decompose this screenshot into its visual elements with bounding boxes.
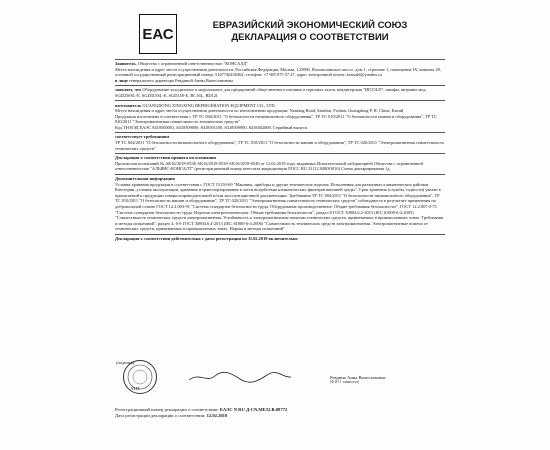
applicant-address: Место нахождения и адрес места осуществления деятельности: Российская Федерация, Москва, 125080, Волоколамское шоссе, дом 1, строение 1, помещение IX, комната 28, основной государственный регистрационный номер: 5167746430462, телефон: +7 985 875 57 47, адрес электронной почты: konsald@yandex.ru bbox=[115, 66, 441, 78]
applicant-person: генерального директора Ревдиной Анны Вячеславовны bbox=[129, 77, 233, 83]
requirements-section bbox=[115, 134, 445, 151]
signer-block bbox=[330, 375, 386, 384]
extra-text: Условия хранения продукции в соответствии с ГОСТ 15150-69 "Машины, приборы и другие технические изделия. Исполнения для различных климатических районов. Категории, условия эксплуатации, хранения и транспортирования в части воздействия климатических факторов внешней среды". Срок хранения (службы, годности) указан в прилагаемой к продукции товаросопроводительной и/или эксплуатационной документации. Требования ТР ТС 004/2011 "О безопасности низковольтного оборудования", ТР ТС 010/2011 "О безопасности машин и оборудования", ТР ТС 020/2011 "Электромагнитная совместимость технических средств" соблюдаются в результате применения на добровольной основе ГОСТ 12.2.003-91 "Система стандартов безопасности труда. Оборудование производственное. Общие требования безопасности", ГОСТ 12.2.007.0-75 "Система стандартов безопасности труда. Изделия электротехнические. Общие требования безопасности", раздел 8 ГОСТ 30804.6.2-2013 (IEC 61000-6-2:2005) "Совместимость технических средств электромагнитная. Устойчивость к электромагнитным помехам технических средств, применяемых в промышленных зонах. Требования и методы испытаний", раздел 4, 6-9 ГОСТ 30804.6.4-2013 (IEC 61000-6-4:2006) "Совместимость технических средств электромагнитная. Электромагнитные помехи от технических средств, применяемых в промышленных зонах. Нормы и методы испытаний" bbox=[115, 181, 444, 232]
divider bbox=[115, 100, 445, 101]
person-label: в лице bbox=[115, 77, 128, 83]
divider bbox=[115, 174, 445, 175]
validity-text: Декларация о соответствии действительна с даты регистрации по 11.02.2019 включительно bbox=[115, 235, 298, 241]
applicant-name: Общество с ограниченной ответственностью "КОНСАЛД" bbox=[137, 60, 249, 66]
manufacturer-production: Продукция изготовлена в соответствии с ТР ТС 004/2011 "О безопасности низковольтного оборудования", ТР ТС 010/2011 "О безопасности машин и оборудования", ТР ТС 020/2011 "Электромагнитная совместимость технических средств" bbox=[115, 113, 437, 125]
registration-date: 12.02.2018 bbox=[206, 413, 228, 418]
divider bbox=[115, 59, 445, 60]
header-union-name: ЕВРАЗИЙСКИЙ ЭКОНОМИЧЕСКИЙ СОЮЗ bbox=[212, 20, 408, 31]
declares-text: Оборудование холодильное и морозильное для предприятий общественного питания и торговых залов, кондитерская "HICOLD": шкафы, витрины мод. SGD250SL-E, SGD315SL-E, SGD150-E, BC16L, BD12I bbox=[115, 87, 427, 98]
registration-number-label: Регистрационный номер декларации о соответствии: bbox=[115, 407, 219, 412]
manufacturer-name: GUANGDONG XINGXING REFRIGERATION EQUIPMENT CO., LTD, bbox=[142, 102, 276, 108]
requirements-text: ТР ТС 004/2011 "О безопасности низковольтного оборудования", ТР ТС 010/2011 "О безопасности машин и оборудования", ТР ТС 020/2011 "Электромагнитная совместимость технических средств" bbox=[115, 140, 444, 151]
declares-section bbox=[115, 87, 445, 98]
manufacturer-label: изготовитель bbox=[115, 102, 142, 108]
extra-label: Дополнительная информация bbox=[115, 176, 175, 181]
signer-subscript: (Ф.И.О. заявителя) bbox=[330, 380, 359, 384]
divider bbox=[115, 234, 445, 235]
basis-section bbox=[115, 155, 445, 172]
header-doc-title: ДЕКЛАРАЦИЯ О СООТВЕТСТВИИ bbox=[231, 32, 389, 43]
document-header bbox=[190, 20, 430, 44]
divider bbox=[115, 132, 445, 133]
extra-info-section bbox=[115, 176, 445, 232]
declares-label: заявляет, что bbox=[115, 87, 142, 93]
registration-block bbox=[115, 407, 445, 419]
handwritten-signature bbox=[185, 370, 295, 384]
stamp-place-label: М.П. bbox=[131, 386, 141, 391]
manufacturer-address: Место нахождения и адрес места осуществления деятельности по изготовлению продукции: Nanfang Road, Sanshui, Foshan, Guangdong P. R. China, Китай bbox=[115, 108, 404, 114]
registration-date-label: Дата регистрации декларации о соответствии: bbox=[115, 413, 206, 418]
basis-label: Декларация о соответствии принята на основании bbox=[115, 155, 216, 161]
applicant-label: Заявитель bbox=[115, 60, 136, 66]
basis-text: Протоколов испытаний № АК16/2018-0538 АК16/2018-0539 АК16/2018-0540 от 12.02.2018 года, выданных Испытательной лабораторией Общества с ограниченной ответственностью "АЛЬЯНС-КОНСАЛТ" (регистрационный номер аттестата аккредитации РОСС RU.31112.04ЮО016) Схема декларирования 1д bbox=[115, 160, 423, 172]
eac-logo: ЕАС bbox=[139, 14, 177, 54]
manufacturer-section bbox=[115, 103, 445, 131]
divider bbox=[115, 153, 445, 154]
requirements-label: соответствует требованиям bbox=[115, 134, 170, 140]
manufacturer-code: Код ТН ВЭД ЕАЭС 8418500001, 8418509009, 8418501100, 8418509900, 8418402008. Серийный выпуск bbox=[115, 124, 308, 130]
signer-name: Ревдина Анна Вячеславовна bbox=[330, 375, 386, 380]
declaration-body bbox=[115, 57, 445, 242]
applicant-section: Заявитель, Общество с ограниченной ответственностью "КОНСАЛД" Место нахождения и адрес места осуществления деятельности: Российская Федерация, Москва, 125080, Волоколамское шоссе, дом 1, строение 1, помещение IX, комната 28, основной государственный регистрационный номер: 5167746430462, телефон: +7 985 875 57 47, адрес электронной почты: konsald@yandex.ru в лице генерального директора Ревдиной Анны Вячеславовны bbox=[115, 61, 445, 83]
divider bbox=[115, 85, 445, 86]
signature-subscript: (подпись) bbox=[116, 360, 135, 365]
registration-number: ЕАЭС N RU Д-CN.МБ32.В.08772 bbox=[219, 407, 288, 412]
